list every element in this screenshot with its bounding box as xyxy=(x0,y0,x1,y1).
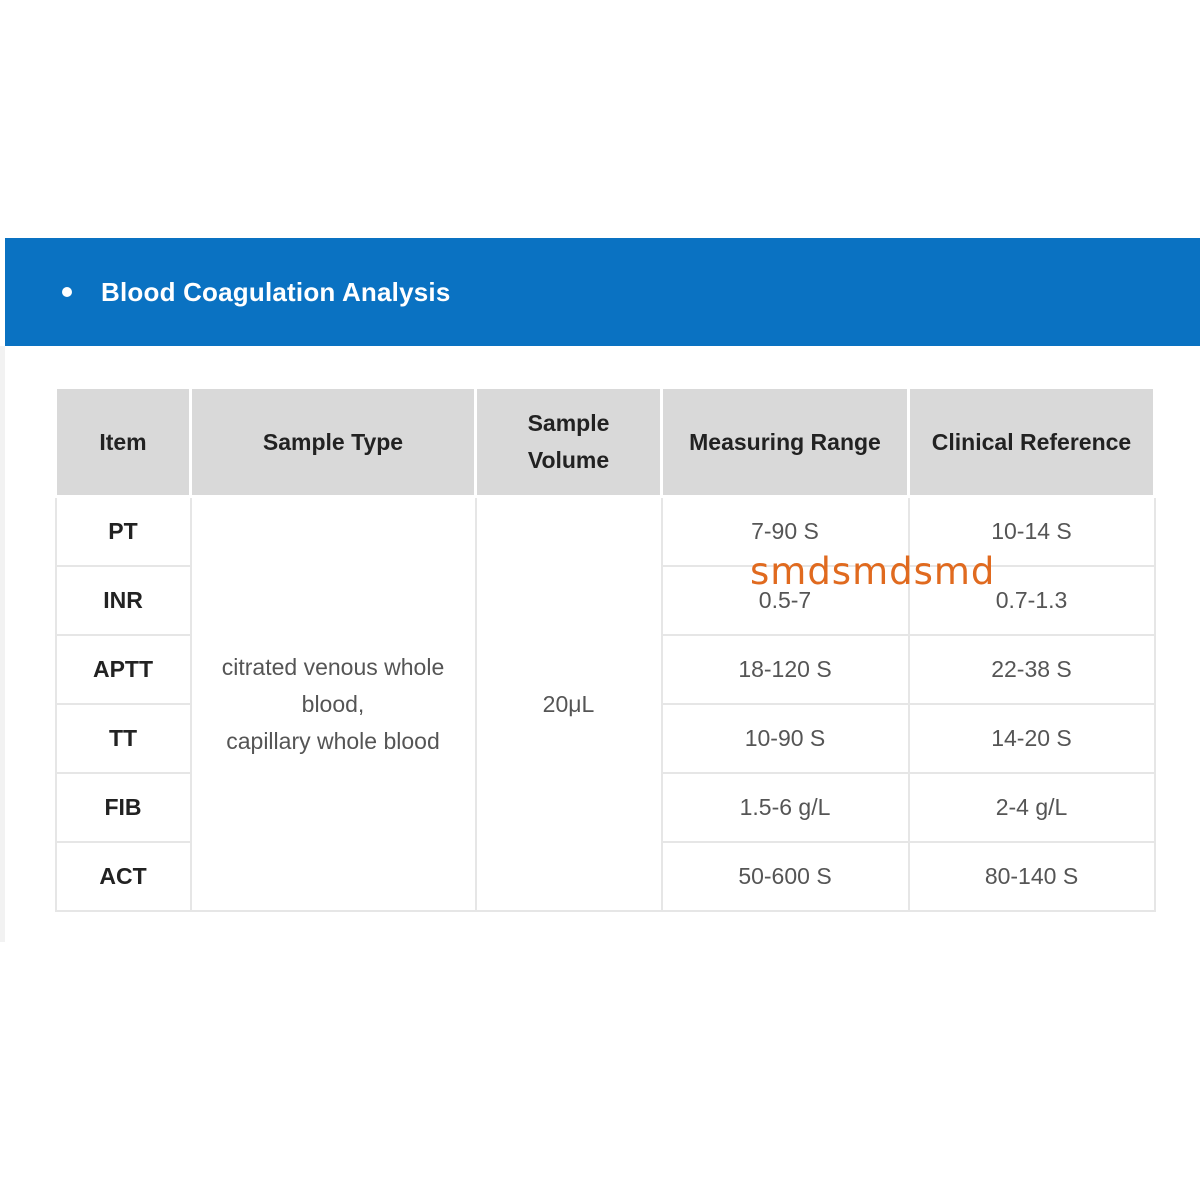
reference-cell: 2-4 g/L xyxy=(909,773,1155,842)
item-cell: INR xyxy=(56,566,191,635)
range-cell: 0.5-7 xyxy=(662,566,909,635)
reference-cell: 10-14 S xyxy=(909,497,1155,567)
reference-cell: 22-38 S xyxy=(909,635,1155,704)
reference-cell: 14-20 S xyxy=(909,704,1155,773)
range-cell: 1.5-6 g/L xyxy=(662,773,909,842)
table-header-row xyxy=(56,388,1155,497)
range-cell: 50-600 S xyxy=(662,842,909,911)
sample-type-line: capillary whole blood xyxy=(226,727,440,754)
item-cell: FIB xyxy=(56,773,191,842)
header-measuring-range: Measuring Range xyxy=(662,388,909,497)
sample-type-cell xyxy=(191,497,476,912)
header-clinical-reference: Clinical Reference xyxy=(909,388,1155,497)
spec-table xyxy=(54,386,1156,912)
reference-cell: 80-140 S xyxy=(909,842,1155,911)
item-cell: PT xyxy=(56,497,191,567)
sample-type-line: citrated venous whole blood, xyxy=(221,653,445,717)
bullet-icon xyxy=(62,287,72,297)
header-sample-type: Sample Type xyxy=(191,388,476,497)
item-cell: ACT xyxy=(56,842,191,911)
reference-cell: 0.7-1.3 xyxy=(909,566,1155,635)
section-title: Blood Coagulation Analysis xyxy=(101,276,451,307)
header-item: Item xyxy=(56,388,191,497)
left-divider xyxy=(0,346,5,942)
item-cell: APTT xyxy=(56,635,191,704)
range-cell: 7-90 S xyxy=(662,497,909,567)
range-cell: 18-120 S xyxy=(662,635,909,704)
range-cell: 10-90 S xyxy=(662,704,909,773)
watermark-text: smdsmdsmd xyxy=(750,550,996,593)
section-banner xyxy=(5,238,1200,346)
header-sample-volume: Sample Volume xyxy=(476,388,662,497)
item-cell: TT xyxy=(56,704,191,773)
sample-volume-cell: 20μL xyxy=(476,497,662,912)
